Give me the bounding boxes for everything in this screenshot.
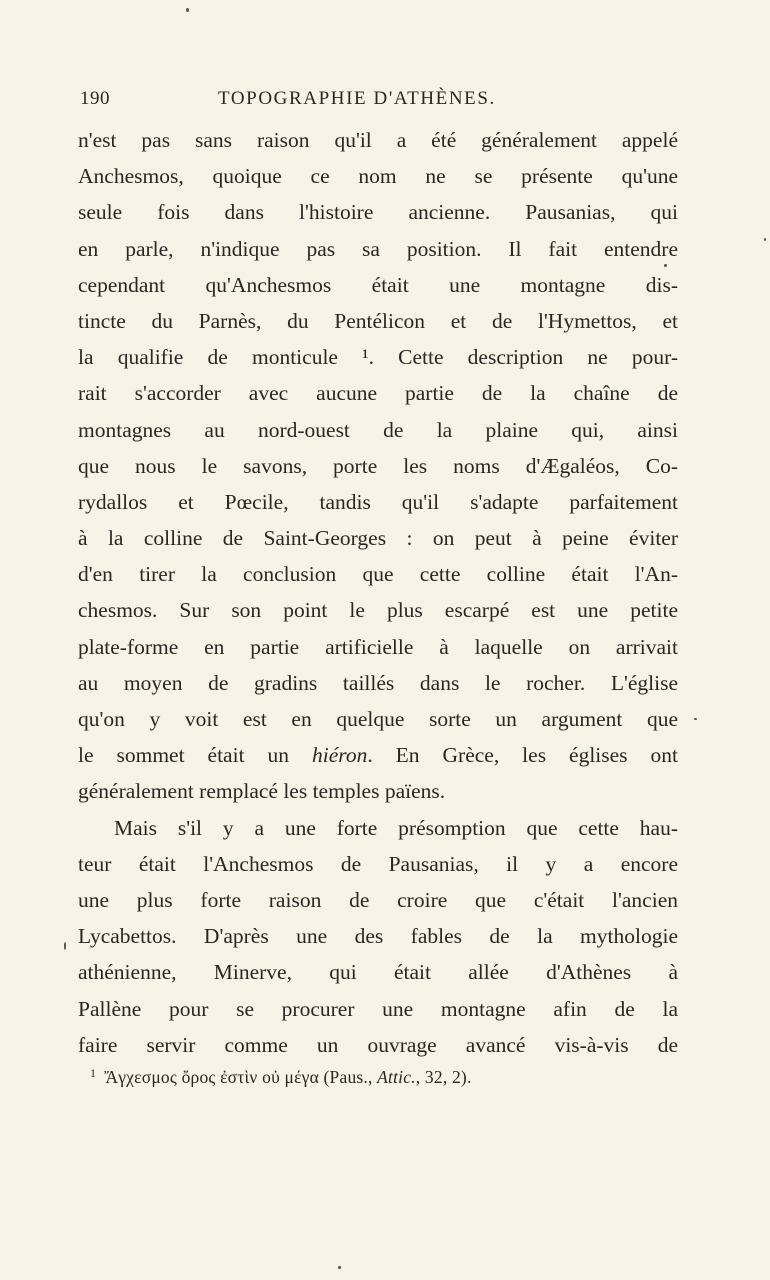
footnote-greek-quote: Ἄγχεσμος ὄρος ἐστὶν οὐ μέγα — [104, 1067, 319, 1087]
text-line: rydallos et Pœcile, tandis qu'il s'adapte parfaitement — [78, 489, 678, 514]
running-title: TOPOGRAPHIE D'ATHÈNES. — [218, 88, 496, 109]
text-line: qu'on y voit est en quelque sorte un argument que — [78, 707, 678, 731]
text-line: chesmos. Sur son point le plus escarpé est une petite — [78, 598, 678, 623]
print-speck — [694, 718, 697, 720]
footnote-source-ref: , 32, 2). — [415, 1067, 472, 1087]
text-line: plate-forme en partie artificielle à laquelle on arrivait — [78, 634, 678, 659]
page-header — [66, 88, 678, 114]
print-speck — [764, 238, 766, 241]
text-line: tincte du Parnès, du Pentélicon et de l'Hymettos, et — [78, 308, 678, 333]
text-line: d'en tirer la conclusion que cette colline était l'An- — [78, 562, 678, 587]
page-number: 190 — [80, 88, 110, 109]
text-line: la qualifie de monticule ¹. Cette description ne pour- — [78, 345, 678, 370]
print-speck — [64, 942, 66, 950]
text-line: le sommet était un hiéron. En Grèce, les églises ont — [78, 743, 678, 768]
text-line: Pallène pour se procurer une montagne afin de la — [78, 996, 678, 1021]
italic-term: hiéron — [311, 743, 368, 768]
text-line: seule fois dans l'histoire ancienne. Pausanias, qui — [78, 200, 678, 225]
text-line: cependant qu'Anchesmos était une montagne dis- — [78, 272, 678, 297]
text-line: rait s'accorder avec aucune partie de la chaîne de — [78, 381, 678, 406]
footnote-source: (Paus., — [323, 1067, 373, 1087]
text-line: une plus forte raison de croire que c'était l'ancien — [78, 887, 678, 912]
print-speck — [186, 8, 189, 12]
text-line: en parle, n'indique pas sa position. Il fait entendre — [78, 236, 678, 261]
text-line: Anchesmos, quoique ce nom ne se présente qu'une — [78, 164, 678, 189]
text-line: que nous le savons, porte les noms d'Ægaléos, Co- — [78, 453, 678, 478]
print-speck — [664, 264, 667, 267]
footnote — [90, 1066, 472, 1088]
text-line: Lycabettos. D'après une des fables de la mythologie — [78, 924, 678, 949]
text-line: généralement remplacé les temples païens. — [78, 779, 446, 804]
text-line: athénienne, Minerve, qui était allée d'Athènes à — [78, 960, 678, 985]
print-speck — [338, 1266, 341, 1269]
footnote-work-title: Attic. — [377, 1067, 416, 1087]
text-line: à la colline de Saint-Georges : on peut à peine éviter — [78, 526, 678, 551]
text-line: teur était l'Anchesmos de Pausanias, il y a encore — [78, 851, 678, 876]
text-line: faire servir comme un ouvrage avancé vis-à-vis de — [78, 1032, 678, 1057]
text-line: au moyen de gradins taillés dans le rocher. L'église — [78, 670, 678, 695]
text-line: montagnes au nord-ouest de la plaine qui, ainsi — [78, 417, 678, 442]
text-line: Mais s'il y a une forte présomption que cette hau- — [114, 815, 678, 840]
footnote-marker: 1 — [90, 1066, 97, 1080]
text-line: n'est pas sans raison qu'il a été généralement appelé — [78, 128, 678, 152]
body-text — [78, 122, 678, 1063]
